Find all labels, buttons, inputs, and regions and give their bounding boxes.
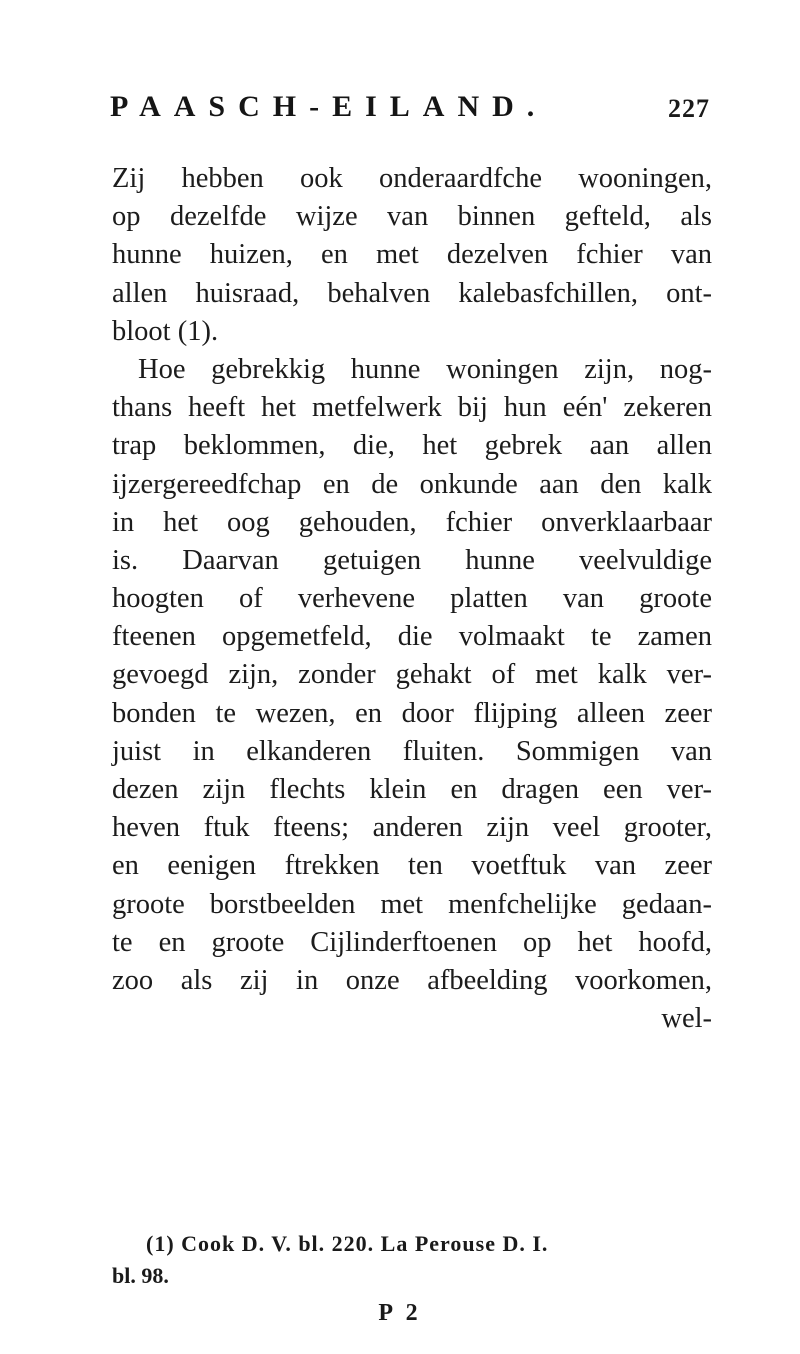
text-line: en eenigen ftrekken ten voetftuk van zeer	[112, 850, 712, 882]
text-line: juist in elkanderen fluiten. Sommigen van	[112, 735, 712, 767]
text-line: hunne huizen, en met dezelven fchier van	[112, 239, 712, 271]
text-line: ijzergereedfchap en de onkunde aan den kalk	[112, 468, 712, 500]
signature-mark: P 2	[378, 1300, 422, 1326]
running-title: PAASCH-EILAND.	[110, 90, 548, 123]
text-line: hoogten of verhevene platten van groote	[112, 583, 712, 615]
text-line: fteenen opgemetfeld, die volmaakt te zamen	[112, 621, 712, 653]
text-line: in het oog gehouden, fchier onverklaarbaar	[112, 506, 712, 538]
text-line: dezen zijn flechts klein en dragen een ver-	[112, 774, 712, 805]
text-line: zoo als zij in onze afbeelding voorkomen,	[112, 964, 712, 996]
text-line: bonden te wezen, en door flijping alleen zeer	[112, 697, 712, 729]
text-line: trap beklommen, die, het gebrek aan allen	[112, 430, 712, 462]
text-line: Zij hebben ook onderaardfche wooningen,	[112, 163, 712, 194]
body-text	[112, 160, 712, 1038]
text-line: allen huisraad, behalven kalebasfchillen, ont-	[112, 277, 712, 309]
page-number: 227	[668, 94, 710, 123]
footnote	[112, 1228, 712, 1292]
catchword: wel-	[661, 1003, 712, 1035]
text-line: Hoe gebrekkig hunne woningen zijn, nog-	[138, 353, 712, 385]
text-line: gevoegd zijn, zonder gehakt of met kalk ver-	[112, 659, 712, 691]
footnote-line: (1) Cook D. V. bl. 220. La Perouse D. I.	[146, 1231, 549, 1256]
text-line: groote borstbeelden met menfchelijke gedaan-	[112, 888, 712, 920]
footnote-line: bl. 98.	[112, 1263, 169, 1288]
running-head	[110, 90, 710, 130]
text-line: te en groote Cijlinderftoenen op het hoofd,	[112, 926, 712, 958]
text-line: bloot (1).	[112, 315, 219, 347]
text-line: op dezelfde wijze van binnen gefteld, als	[112, 201, 712, 233]
text-line: thans heeft het metfelwerk bij hun eén' zekeren	[112, 392, 712, 424]
text-line: heven ftuk fteens; anderen zijn veel grooter,	[112, 812, 712, 844]
text-line: is. Daarvan getuigen hunne veelvuldige	[112, 544, 712, 576]
